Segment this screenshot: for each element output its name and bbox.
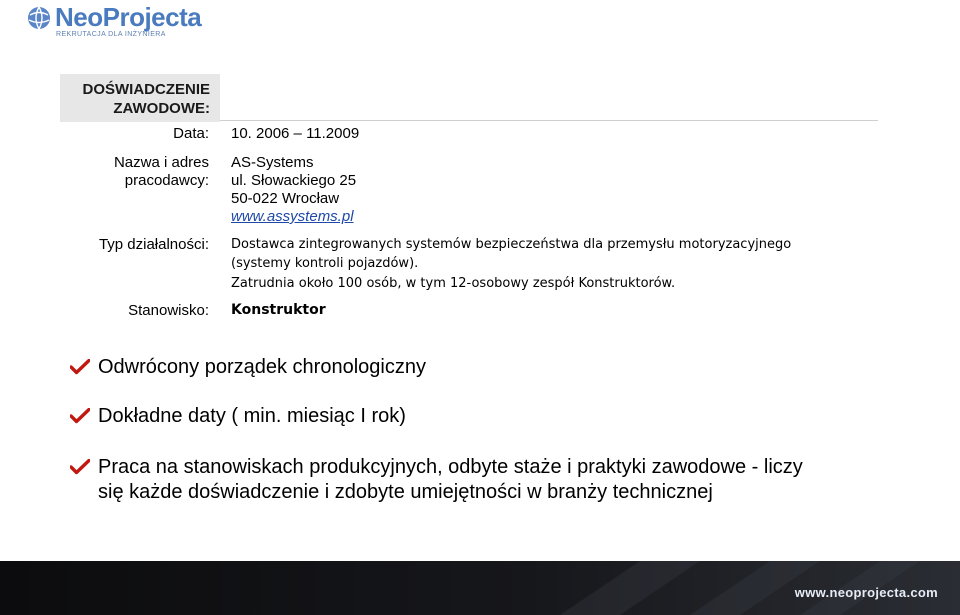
bullet-text: Dokładne daty ( min. miesiąc I rok) xyxy=(98,405,406,427)
section-title-line2: ZAWODOWE: xyxy=(113,100,210,117)
activity-label: Typ działalności: xyxy=(98,236,209,253)
activity-line3: Zatrudnia około 100 osób, w tym 12-osobowy zespół Konstruktorów. xyxy=(231,276,676,291)
activity-line1: Dostawca zintegrowanych systemów bezpieczeństwa dla przemysłu motoryzacyjnego xyxy=(231,237,792,252)
bullet-text: Odwrócony porządek chronologiczny xyxy=(98,356,426,378)
activity-line2: (systemy kontroli pojazdów). xyxy=(231,256,419,271)
position-value: Konstruktor xyxy=(231,302,326,318)
position-label: Stanowisko: xyxy=(128,302,209,319)
checkmark-icon xyxy=(70,408,90,424)
checkmark-icon xyxy=(70,459,90,475)
footer-website-link[interactable]: www.neoprojecta.com xyxy=(794,585,938,600)
date-label: Data: xyxy=(173,125,209,142)
header-divider xyxy=(220,120,878,121)
employer-city: 50-022 Wrocław xyxy=(231,190,340,207)
logo-tagline: REKRUTACJA DLA INŻYNIERA xyxy=(56,31,166,38)
date-value: 10. 2006 – 11.2009 xyxy=(231,125,360,142)
employer-label-line2: pracodawcy: xyxy=(124,172,209,189)
footer-banner xyxy=(0,561,960,615)
employer-street: ul. Słowackiego 25 xyxy=(231,172,357,189)
bullet-text-line2: się każde doświadczenie i zdobyte umiejętności w branży technicznej xyxy=(98,481,713,503)
checkmark-icon xyxy=(70,359,90,375)
bullet-text-line1: Praca na stanowiskach produkcyjnych, odbyte staże i praktyki zawodowe - liczy xyxy=(98,456,803,478)
section-header xyxy=(60,74,220,122)
employer-label-line1: Nazwa i adres xyxy=(113,154,209,171)
globe-icon xyxy=(27,6,51,30)
logo-brand-name: NeoProjecta xyxy=(55,2,202,32)
employer-name: AS-Systems xyxy=(231,154,314,171)
employer-website-link[interactable]: www.assystems.pl xyxy=(231,208,354,225)
section-title-line1: DOŚWIADCZENIE xyxy=(82,81,210,98)
